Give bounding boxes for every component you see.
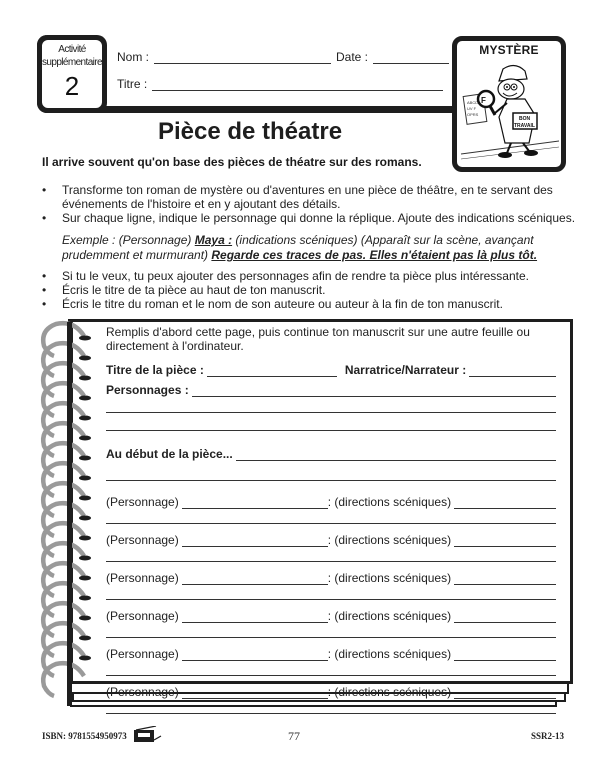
- personnage-input-line[interactable]: [182, 535, 328, 547]
- mystery-badge: [452, 36, 566, 172]
- titre-piece-row: [106, 357, 556, 377]
- narrateur-input-line[interactable]: [469, 365, 556, 377]
- directions-input-line[interactable]: [454, 535, 556, 547]
- notebook-instruction: Remplis d'abord cette page, puis continue ton manuscrit sur une autre feuille ou directement à l'ordinateur.: [106, 325, 530, 353]
- spiral-binding-icon: [34, 318, 94, 710]
- personnages-input-line-2[interactable]: [106, 397, 556, 413]
- directions-input-line[interactable]: [454, 611, 556, 623]
- instruction-item: • Si tu le veux, tu peux ajouter des personnages afin de rendre ta pièce plus intéressante.: [42, 269, 529, 283]
- svg-text:ABCD: ABCD: [467, 100, 479, 105]
- intro-text: Il arrive souvent qu'on base des pièces de théatre sur des romans.: [42, 155, 422, 169]
- page-number: 77: [288, 729, 300, 743]
- titre-piece-input-line[interactable]: [207, 365, 337, 377]
- dialogue-input-line[interactable]: [106, 585, 556, 600]
- activity-box: [37, 35, 107, 113]
- directions-input-line[interactable]: [454, 497, 556, 509]
- example-text: Exemple : (Personnage) Maya : (indications scéniques) (Apparaît sur la scène, avançant prudemment et murmurant) Regarde ces traces de pas. Elles n'étaient pas là plus tôt.: [62, 233, 538, 262]
- dialogue-input-line[interactable]: [106, 623, 556, 638]
- personnage-input-line[interactable]: [182, 573, 328, 585]
- isbn-text: ISBN: 9781554950973: [42, 731, 127, 741]
- debut-label: Au début de la pièce...: [106, 447, 233, 461]
- personnage-input-line[interactable]: [182, 649, 328, 661]
- instructions: [42, 183, 582, 311]
- instruction-item: • Sur chaque ligne, indique le personnage qui donne la réplique. Ajoute des indications scéniques.: [42, 211, 576, 225]
- nom-label: Nom :: [117, 50, 150, 64]
- dialogue-input-line[interactable]: [106, 509, 556, 524]
- svg-text:TRAVAIL: TRAVAIL: [514, 123, 535, 129]
- date-label: Date :: [336, 50, 369, 64]
- instruction-item: • Transforme ton roman de mystère ou d'aventures en une pièce de théâtre, en te servant des événements de l'histoire et en y ajoutant des détails.: [42, 183, 553, 211]
- svg-text:OPRS: OPRS: [467, 112, 479, 117]
- dialogue-row: (Personnage) : (directions scéniques): [106, 489, 556, 509]
- bullet-icon: •: [42, 183, 47, 197]
- page-title: Pièce de théatre: [157, 118, 343, 145]
- product-code: SSR2-13: [531, 731, 565, 741]
- personnages-label: Personnages :: [106, 383, 189, 397]
- svg-text:F: F: [481, 96, 486, 105]
- personnage-input-line[interactable]: [182, 497, 328, 509]
- example-line: Regarde ces traces de pas. Elles n'étaient pas là plus tôt.: [211, 248, 538, 262]
- instruction-item: • Écris le titre de ta pièce au haut de ton manuscrit.: [42, 283, 326, 297]
- personnages-input-line-3[interactable]: [106, 413, 556, 431]
- debut-input-line[interactable]: [236, 449, 556, 461]
- debut-input-line-2[interactable]: [106, 461, 556, 481]
- personnages-input-line[interactable]: [192, 385, 556, 397]
- dialogue-row: (Personnage) : (directions scéniques): [106, 527, 556, 547]
- directions-input-line[interactable]: [454, 573, 556, 585]
- example-name: Maya :: [194, 233, 233, 247]
- bullet-icon: •: [42, 297, 47, 311]
- instruction-item: • Écris le titre du roman et le nom de son auteure ou auteur à la fin de ton manuscrit.: [42, 297, 503, 311]
- bullet-icon: •: [42, 269, 47, 283]
- directions-input-line[interactable]: [454, 687, 556, 699]
- notebook-form: [106, 325, 556, 714]
- svg-text:UV F: UV F: [467, 106, 477, 111]
- badge-title: MYSTÈRE: [479, 43, 539, 57]
- date-input-line[interactable]: [373, 51, 449, 64]
- titre-input-line[interactable]: [152, 78, 443, 91]
- nom-field: [117, 50, 331, 64]
- dialogue-row: (Personnage) : (directions scéniques): [106, 641, 556, 661]
- narrateur-label: Narratrice/Narrateur :: [344, 363, 467, 377]
- titre-piece-label: Titre de la pièce :: [106, 363, 204, 377]
- bullet-icon: •: [42, 283, 47, 297]
- dialogue-row: (Personnage) : (directions scéniques): [106, 603, 556, 623]
- bullet-icon: •: [42, 211, 47, 225]
- dialogue-row: (Personnage) : (directions scéniques): [106, 565, 556, 585]
- dialogue-input-line[interactable]: [106, 699, 556, 714]
- directions-input-line[interactable]: [454, 649, 556, 661]
- personnage-input-line[interactable]: [182, 687, 328, 699]
- titre-label: Titre :: [117, 77, 148, 91]
- svg-text:BON: BON: [519, 116, 531, 122]
- copier-icon: [134, 726, 162, 742]
- date-field: [336, 50, 449, 64]
- dialogue-row: (Personnage) : (directions scéniques): [106, 679, 556, 699]
- debut-row: [106, 441, 556, 461]
- personnage-input-line[interactable]: [182, 611, 328, 623]
- activity-label: Activité supplémentaire: [42, 44, 102, 68]
- dialogue-input-line[interactable]: [106, 547, 556, 562]
- dialogue-input-line[interactable]: [106, 661, 556, 676]
- activity-number: 2: [64, 71, 80, 101]
- personnages-row: [106, 377, 556, 397]
- nom-input-line[interactable]: [154, 51, 331, 64]
- titre-field: [117, 77, 443, 91]
- detective-illustration-icon: [459, 59, 559, 167]
